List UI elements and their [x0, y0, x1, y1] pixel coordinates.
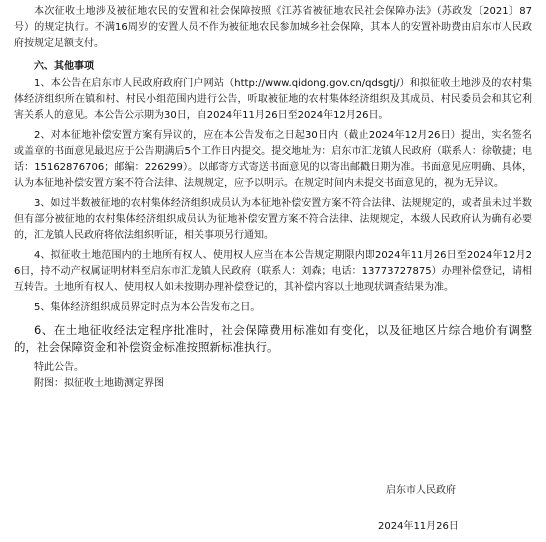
- item-3-paragraph: 3、如过半数被征地的农村集体经济组织成员认为本征地补偿安置方案不符合法律、法规规定的，或者虽未过半数但有部分被征地的农村集体经济组织成员认为征地补偿安置方案不符合法律、法规规定，本级人民政府认为确有必要的，汇龙镇人民政府将依法组织听证，相关事项另行通知。: [14, 198, 532, 241]
- item-5-paragraph: 5、集体经济组织成员界定时点为本公告发布之日。: [34, 302, 261, 313]
- item-2-paragraph: 2、对本征地补偿安置方案有异议的，应在本公告发布之日起30日内（截止2024年12月26日）提出，实名签名或盖章的书面意见最迟应于公告期满后5个工作日内提交。提交地址为：启东市汇龙镇人民政府（联系人：徐敬捷；电话：15162876706；邮编：226299）。以邮寄方式寄送书面意见的以寄出邮戳日期为准。书面意见应明确、具体，认为本征地补偿安置方案不符合法律、法规规定，应予以明示。在规定时间内未提交书面意见的，视为无异议。: [14, 130, 532, 189]
- intro-paragraph: 本次征收土地涉及被征地农民的安置和社会保障按照《江苏省被征地农民社会保障办法》（苏政发〔2021〕87号）的规定执行。不满16周岁的安置人员不作为被征地农民参加城乡社会保障，其本人的安置补助费由启东市人民政府按规定足额支付。: [14, 6, 532, 49]
- item-1-paragraph: 1、本公告在启东市人民政府政府门户网站（http://www.qidong.gov.cn/qdsgtj/）和拟征收土地涉及的农村集体经济组织所在镇和村、村民小组范围内进行公告，听取被征地的农村集体经济组织及其成员、村民委员会和其它利害关系人的意见。本公告公示期为30日，自2024年11月26日至2024年12月26日。: [14, 78, 532, 121]
- item-4-paragraph: 4、拟征收土地范围内的土地所有权人、使用权人应当在本公告规定期限内即2024年11月26日至2024年12月26日，持不动产权属证明材料至启东市汇龙镇人民政府（联系人：刘森；电话：13773727875）办理补偿登记，请相互转告。土地所有权人、使用权人如未按期办理补偿登记的，其补偿内容以土地现状调查结果为准。: [14, 250, 532, 293]
- closing-notice: 特此公告。: [34, 362, 84, 373]
- issuer-signature: 启东市人民政府: [386, 485, 456, 496]
- attachment-line: 附图：拟征收土地勘测定界图: [34, 378, 164, 389]
- section-heading: 六、其他事项: [34, 61, 94, 72]
- issue-date: 2024年11月26日: [378, 521, 459, 532]
- item-6-paragraph: 6、在土地征收经法定程序批准时，社会保障费用标准如有变化，以及征地区片综合地价有调整的，社会保障资金和补偿资金标准按照新标准执行。: [14, 323, 532, 354]
